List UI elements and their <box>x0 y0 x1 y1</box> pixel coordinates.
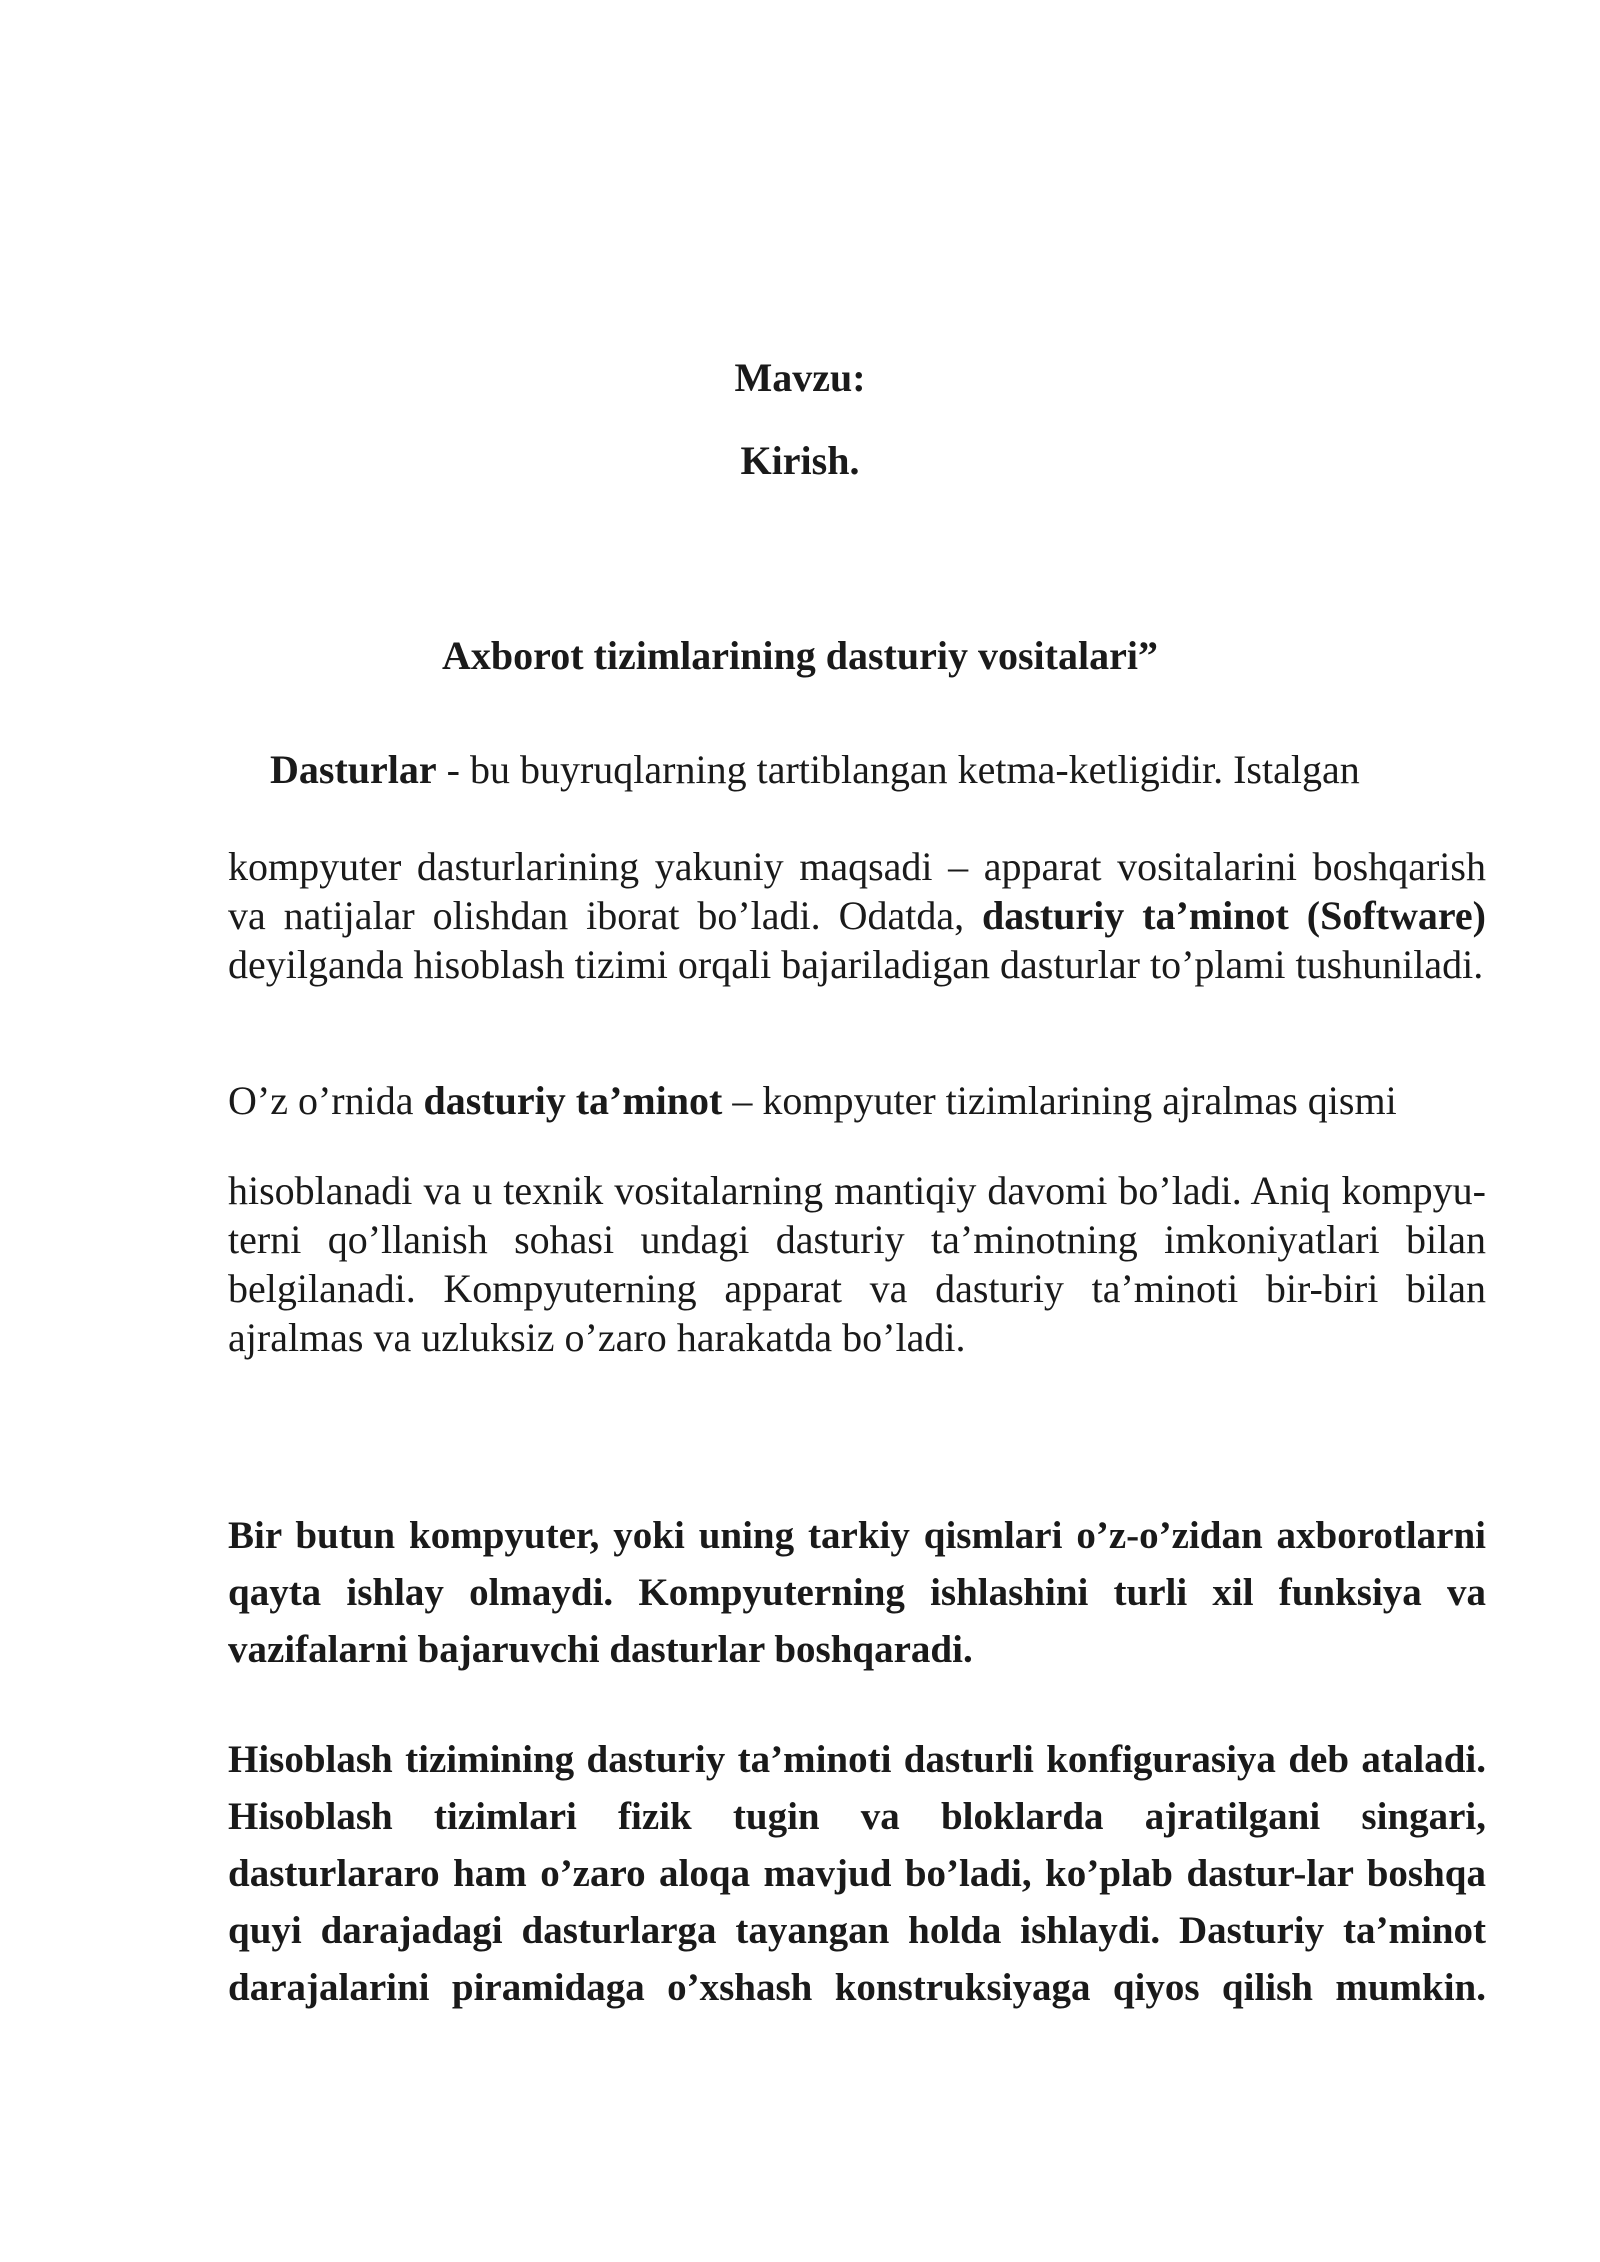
paragraph-hardware-software: hisoblanadi va u texnik vositalarning mantiqiy davomi bo’ladi. Aniq kompyu-terni qo’llanish sohasi undagi dasturiy ta’minotning imkoniyatlari bilan belgilanadi. Kompyuterning apparat va dasturiy ta’minoti bir-biri bilan ajralmas va uzluksiz o’zaro harakatda bo’ladi. <box>228 1168 1486 1360</box>
software-text-b: deyilganda hisoblash tizimi orqali bajariladigan dasturlar to’plami tushuniladi. <box>228 942 1484 987</box>
paragraph-computer-programs: Bir butun kompyuter, yoki uning tarkiy qismlari o’z-o’zidan axborotlarni qayta ishlay olmaydi. Kompyuterning ishlashini turli xil funksiya va vazifalarni bajaruvchi dasturlar boshqaradi. <box>228 1514 1486 1671</box>
software-term: dasturiy ta’minot (Software) <box>982 893 1486 938</box>
definition-text: - bu buyruqlarning tartiblangan ketma-ketligidir. Istalgan <box>436 747 1360 792</box>
term-dasturlar: Dasturlar <box>270 747 437 792</box>
document-title: Axborot tizimlarining dasturiy vositalari” <box>442 633 1158 678</box>
part-text-a: O’z o’rnida <box>228 1078 424 1123</box>
paragraph-configuration: Hisoblash tizimining dasturiy ta’minoti dasturli konfigurasiya deb ataladi. Hisoblash tizimlari fizik tugin va bloklarda ajratilgani singari, dasturlararo ham o’zaro aloqa mavjud bo’ladi, ko’plab dastur-lar boshqa quyi darajadagi dasturlarga tayangan holda ishlaydi. Dasturiy ta’minot darajalarini piramidaga o’xshash konstruksiyaga qiyos qilish mumkin. <box>228 1738 1486 2009</box>
part-term: dasturiy ta’minot <box>423 1078 723 1123</box>
software-text-a: kompyuter dasturlarining yakuniy maqsadi – apparat vositalarini boshqarish va natijalar olishdan iborat bo’ladi. Odatda, <box>228 844 1486 938</box>
part-text-b: – kompyuter tizimlarining ajralmas qismi <box>722 1078 1397 1123</box>
paragraph-part <box>228 1076 1486 1125</box>
paragraph-definition <box>270 745 1360 794</box>
topic-heading: Mavzu: <box>734 355 866 400</box>
paragraph-software <box>228 842 1486 989</box>
intro-heading: Kirish. <box>740 438 860 483</box>
